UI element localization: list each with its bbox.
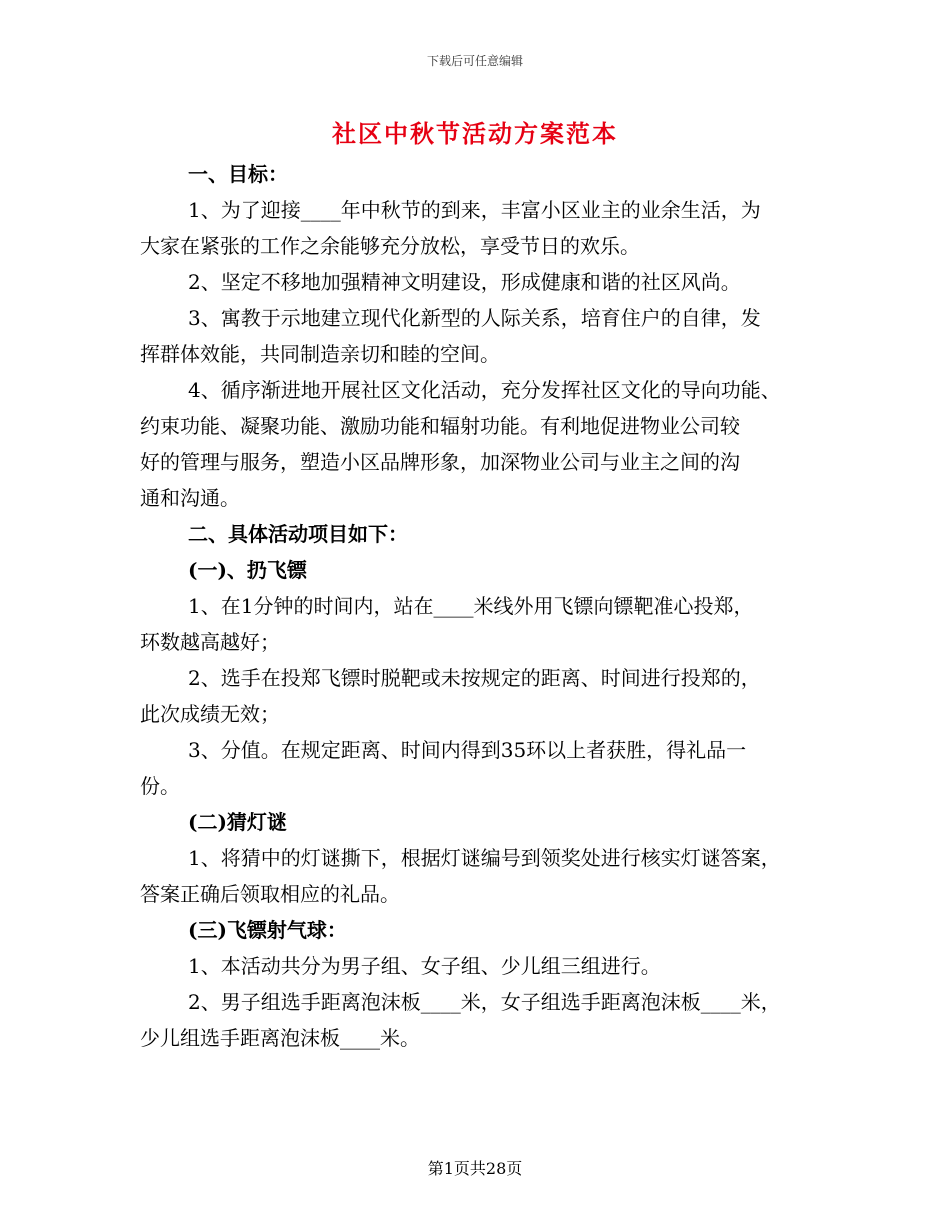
page-footer: 第1页共28页 <box>427 1159 523 1178</box>
section-heading: 二、具体活动项目如下： <box>188 522 408 546</box>
body-line: 2、坚定不移地加强精神文明建设，形成健康和谐的社区风尚。 <box>188 270 741 294</box>
body-line: 1、本活动共分为男子组、女子组、少儿组三组进行。 <box>188 954 661 978</box>
body-line: 2、男子组选手距离泡沫板____米，女子组选手距离泡沫板____米， <box>188 990 781 1014</box>
body-line: 3、分值。在规定距离、时间内得到35环以上者获胜，得礼品一 <box>188 738 747 762</box>
section-heading: (一)、扔飞镖 <box>188 558 307 582</box>
body-line: 少儿组选手距离泡沫板____米。 <box>140 1026 420 1050</box>
section-heading: (二)猜灯谜 <box>188 810 287 834</box>
body-line: 此次成绩无效； <box>140 702 280 726</box>
body-line: 4、循序渐进地开展社区文化活动，充分发挥社区文化的导向功能、 <box>188 378 781 402</box>
body-line: 环数越高越好； <box>140 630 280 654</box>
body-line: 1、将猜中的灯谜撕下，根据灯谜编号到领奖处进行核实灯谜答案， <box>188 846 781 870</box>
body-line: 通和沟通。 <box>140 486 240 510</box>
body-line: 份。 <box>140 774 180 798</box>
body-line: 挥群体效能，共同制造亲切和睦的空间。 <box>140 342 500 366</box>
body-line: 1、为了迎接____年中秋节的到来，丰富小区业主的业余生活，为 <box>188 198 761 222</box>
document-title: 社区中秋节活动方案范本 <box>332 119 618 148</box>
body-line: 答案正确后领取相应的礼品。 <box>140 882 400 906</box>
document-body <box>140 156 830 1056</box>
body-line: 约束功能、凝聚功能、激励功能和辐射功能。有利地促进物业公司较 <box>140 414 740 438</box>
section-heading: (三)飞镖射气球： <box>188 918 347 942</box>
body-line: 2、选手在投郑飞镖时脱靶或未按规定的距离、时间进行投郑的， <box>188 666 761 690</box>
body-line: 好的管理与服务，塑造小区品牌形象，加深物业公司与业主之间的沟 <box>140 450 740 474</box>
header-note: 下载后可任意编辑 <box>426 54 523 68</box>
body-line: 1、在1分钟的时间内，站在____米线外用飞镖向镖靶准心投郑， <box>188 594 754 618</box>
body-line: 3、寓教于示地建立现代化新型的人际关系，培育住户的自律，发 <box>188 306 761 330</box>
section-heading: 一、目标： <box>188 162 288 186</box>
body-line: 大家在紧张的工作之余能够充分放松，享受节日的欢乐。 <box>140 234 640 258</box>
